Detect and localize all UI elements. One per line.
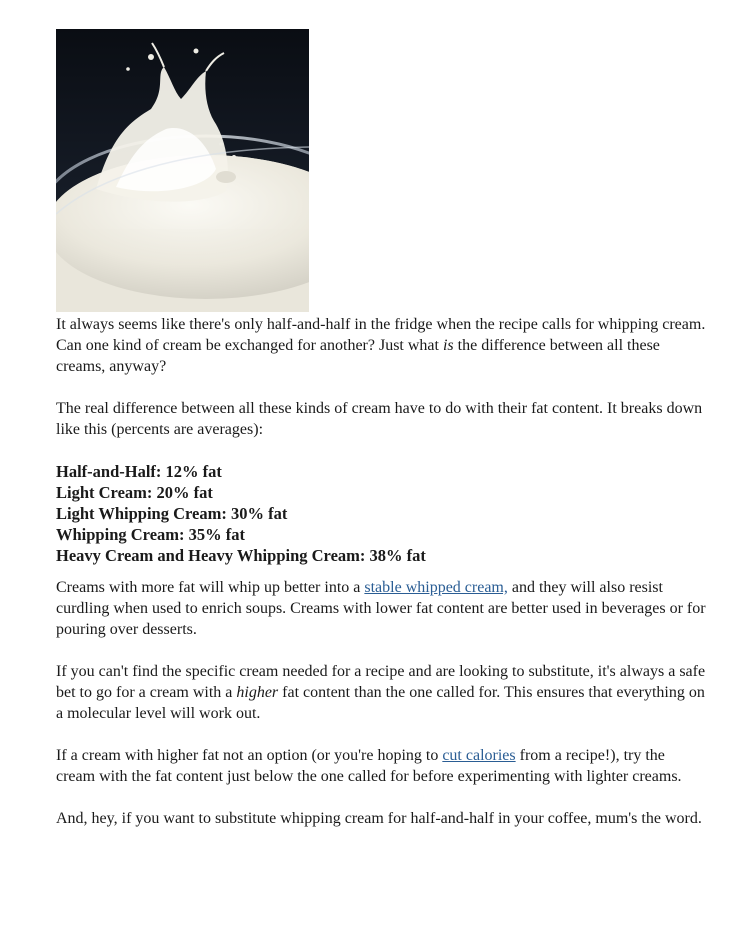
whip-paragraph [56, 577, 706, 640]
intro-emphasis: is [442, 337, 454, 354]
lower-fat-text-end: from a recipe!), try the cream with the fat content just below the one called for before experimenting with lighter creams. [56, 747, 682, 785]
substitute-emphasis: higher [236, 684, 279, 701]
lower-fat-text-start: If a cream with higher fat not an option (or you're hoping to [56, 747, 443, 764]
substitute-text-start: If you can't find the specific cream needed for a recipe and are looking to substitute, it's always a safe bet to go for a cream with a [56, 663, 706, 701]
intro-text-start: It always seems like there's only half-and-half in the fridge when the recipe calls for whipping cream. Can one kind of cream be exchanged for another? Just what [56, 316, 706, 354]
closing-paragraph: And, hey, if you want to substitute whipping cream for half-and-half in your coffee, mum's the word. [56, 810, 702, 827]
milk-splash-photo [56, 29, 309, 312]
substitute-paragraph [56, 661, 706, 724]
lower-fat-paragraph [56, 745, 706, 787]
substitute-text-end: fat content than the one called for. This ensures that everything on a molecular level will work out. [56, 684, 705, 722]
fat-item-heavy-cream: Heavy Cream and Heavy Whipping Cream: 38% fat [56, 546, 426, 565]
intro-text-end: the difference between all these creams, anyway? [56, 337, 660, 375]
cut-calories-link[interactable]: cut calories [442, 747, 516, 764]
fat-item-light-whipping-cream: Light Whipping Cream: 30% fat [56, 504, 288, 523]
stable-whipped-cream-link[interactable]: stable whipped cream, [364, 579, 508, 596]
article-body [56, 314, 706, 829]
fat-item-light-cream: Light Cream: 20% fat [56, 483, 213, 502]
fat-item-half-and-half: Half-and-Half: 12% fat [56, 462, 222, 481]
whip-text-end: and they will also resist curdling when used to enrich soups. Creams with lower fat content are better used in beverages or for pouring over desserts. [56, 579, 706, 638]
fat-content-list [56, 461, 706, 566]
fat-item-whipping-cream: Whipping Cream: 35% fat [56, 525, 245, 544]
whip-text-start: Creams with more fat will whip up better into a [56, 579, 365, 596]
intro-paragraph [56, 314, 706, 377]
breakdown-intro-paragraph: The real difference between all these kinds of cream have to do with their fat content. It breaks down like this (percents are averages): [56, 400, 703, 438]
